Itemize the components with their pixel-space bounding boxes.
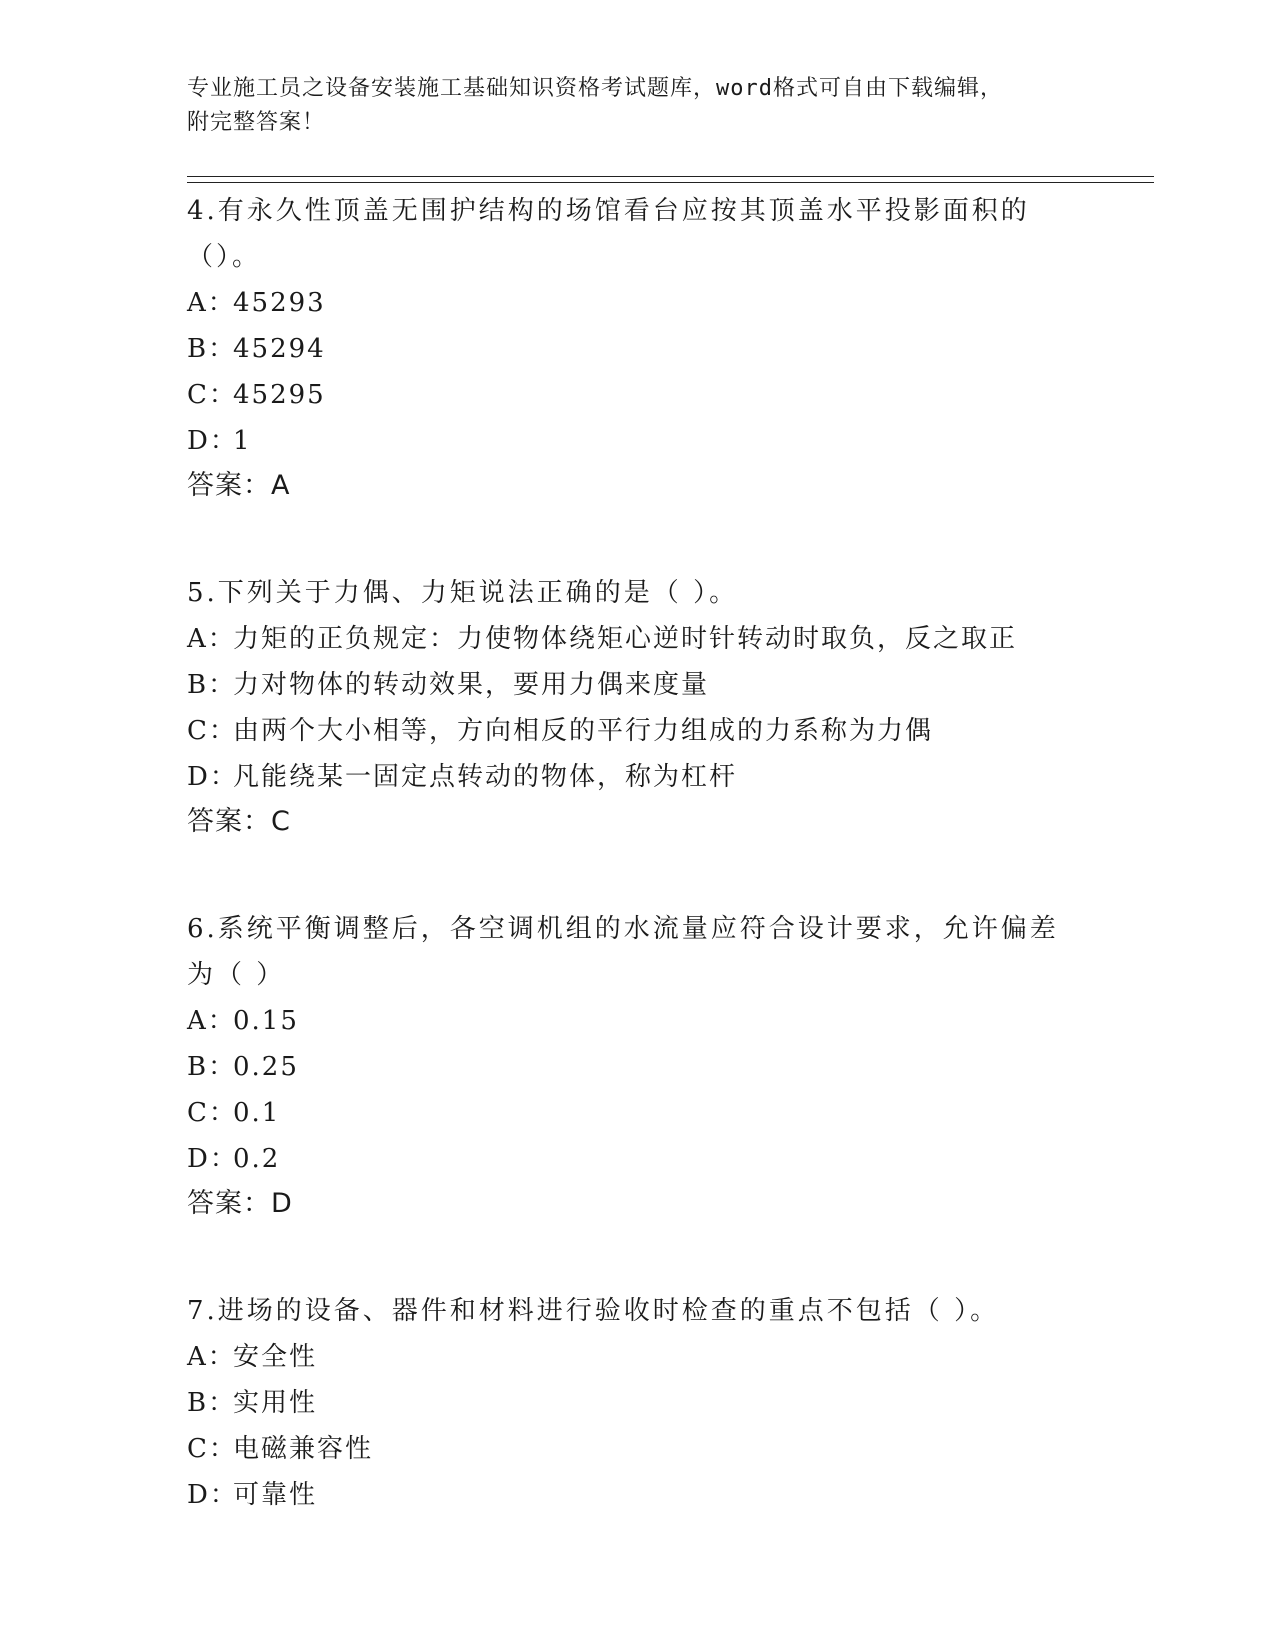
answer-line: 答案：A bbox=[187, 470, 291, 501]
option-text: 0.1 bbox=[233, 1098, 281, 1128]
option-text: 45295 bbox=[233, 380, 326, 410]
option-b bbox=[187, 662, 1087, 708]
option-text: 电磁兼容性 bbox=[233, 1434, 374, 1464]
option-text: 可靠性 bbox=[233, 1480, 318, 1510]
option-key: D： bbox=[187, 426, 238, 456]
option-b bbox=[187, 326, 1087, 372]
option-key: C： bbox=[187, 380, 237, 410]
option-key: B： bbox=[187, 1388, 237, 1418]
question-stem: 7.进场的设备、器件和材料进行验收时检查的重点不包括（ ）。 bbox=[187, 1296, 1000, 1326]
option-d bbox=[187, 754, 1087, 800]
header-line-2: 附完整答案！ bbox=[187, 110, 326, 135]
option-b bbox=[187, 1380, 1087, 1426]
option-c bbox=[187, 372, 1087, 418]
option-a bbox=[187, 616, 1087, 662]
header-rule-bottom bbox=[187, 182, 1154, 183]
header-rule-top bbox=[187, 176, 1154, 177]
question-stem: 4.有永久性顶盖无围护结构的场馆看台应按其顶盖水平投影面积的（）。 bbox=[187, 196, 1030, 272]
option-text: 1 bbox=[233, 426, 252, 456]
option-c bbox=[187, 1426, 1087, 1472]
answer-line: 答案：C bbox=[187, 806, 291, 837]
question-5 bbox=[187, 570, 1087, 844]
option-d bbox=[187, 418, 1087, 464]
option-b bbox=[187, 1044, 1087, 1090]
document-header bbox=[187, 72, 1077, 140]
option-key: A： bbox=[187, 288, 236, 318]
option-key: D： bbox=[187, 1480, 238, 1510]
option-text: 0.15 bbox=[233, 1006, 299, 1036]
question-6 bbox=[187, 906, 1087, 1226]
option-c bbox=[187, 708, 1087, 754]
option-text: 安全性 bbox=[233, 1342, 318, 1372]
option-text: 实用性 bbox=[233, 1388, 318, 1418]
option-text: 45293 bbox=[233, 288, 326, 318]
option-text: 力矩的正负规定：力使物体绕矩心逆时针转动时取负，反之取正 bbox=[233, 624, 1018, 654]
header-line-1: 专业施工员之设备安装施工基础知识资格考试题库，word格式可自由下载编辑， bbox=[187, 76, 1003, 101]
option-c bbox=[187, 1090, 1087, 1136]
question-7 bbox=[187, 1288, 1087, 1518]
option-key: A： bbox=[187, 624, 236, 654]
answer-line: 答案：D bbox=[187, 1188, 293, 1219]
option-text: 0.25 bbox=[233, 1052, 299, 1082]
option-a bbox=[187, 1334, 1087, 1380]
option-key: D： bbox=[187, 762, 238, 792]
option-key: D： bbox=[187, 1144, 238, 1174]
option-a bbox=[187, 280, 1087, 326]
option-text: 由两个大小相等，方向相反的平行力组成的力系称为力偶 bbox=[233, 716, 934, 746]
option-key: B： bbox=[187, 670, 237, 700]
option-key: B： bbox=[187, 334, 237, 364]
option-key: C： bbox=[187, 1098, 237, 1128]
option-key: B： bbox=[187, 1052, 237, 1082]
option-text: 力对物体的转动效果，要用力偶来度量 bbox=[233, 670, 710, 700]
option-d bbox=[187, 1136, 1087, 1182]
option-key: C： bbox=[187, 1434, 237, 1464]
option-text: 0.2 bbox=[233, 1144, 281, 1174]
option-text: 45294 bbox=[233, 334, 326, 364]
option-d bbox=[187, 1472, 1087, 1518]
question-stem: 5.下列关于力偶、力矩说法正确的是（ ）。 bbox=[187, 578, 739, 608]
option-key: A： bbox=[187, 1342, 236, 1372]
option-key: A： bbox=[187, 1006, 236, 1036]
question-4 bbox=[187, 188, 1087, 508]
option-text: 凡能绕某一固定点转动的物体，称为杠杆 bbox=[233, 762, 738, 792]
question-stem: 6.系统平衡调整后，各空调机组的水流量应符合设计要求，允许偏差为（ ） bbox=[187, 914, 1059, 990]
option-key: C： bbox=[187, 716, 237, 746]
question-list bbox=[187, 188, 1087, 1518]
option-a bbox=[187, 998, 1087, 1044]
